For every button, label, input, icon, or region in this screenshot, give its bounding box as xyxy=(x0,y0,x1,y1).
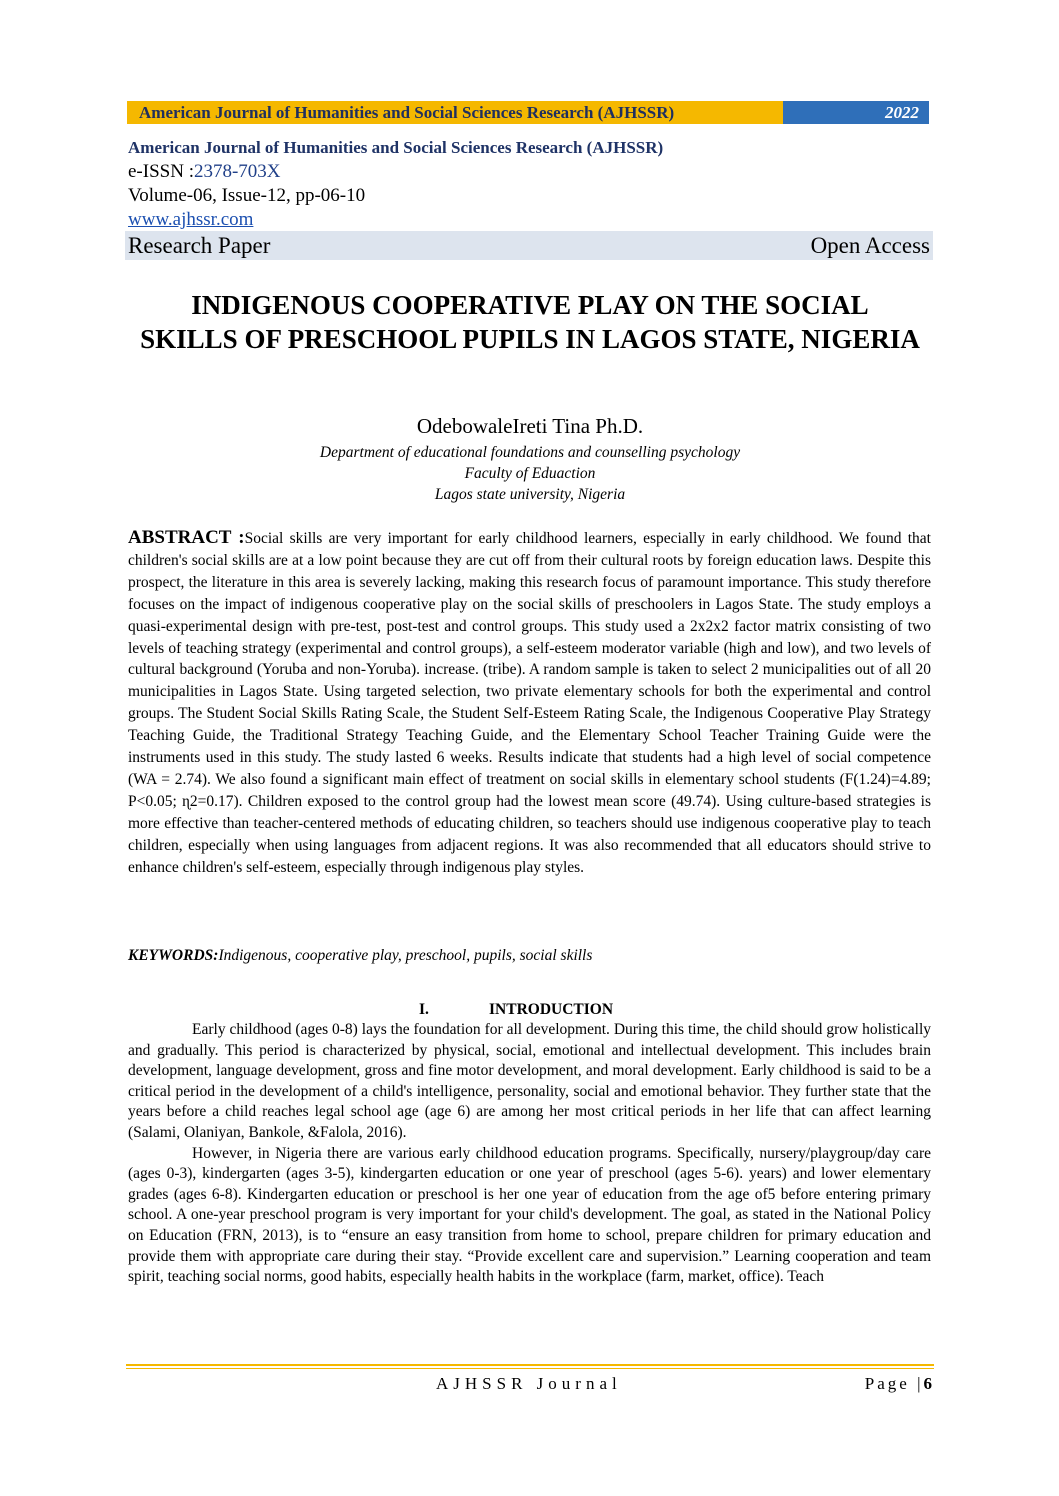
footer-journal: AJHSSR Journal xyxy=(436,1374,622,1393)
footer-rule-thin xyxy=(126,1368,934,1369)
abstract-text: Social skills are very important for early childhood learners, especially in early childhood. We found that children's social skills are at a low point because they are cut off from their cultural roots by foreign education laws. Despite this prospect, the literature in this area is severely lacking, making this research focus of paramount importance. This study therefore focuses on the impact of indigenous cooperative play on the social skills of preschoolers in Lagos State. The study employs a quasi-experimental design with pre-test, post-test and control groups. This study used a 2x2x2 factor matrix consisting of two levels of teaching strategy (experimental and control groups), a self-esteem moderator variable (high and low), and two levels of cultural background (Yoruba and non-Yoruba). increase. (tribe). A random sample is taken to select 2 municipalities out of all 20 municipalities in Lagos State. Using targeted selection, two private elementary schools for both the experimental and control groups. The Student Social Skills Rating Scale, the Student Self-Esteem Rating Scale, the Indigenous Cooperative Play Strategy Teaching Guide, the Traditional Strategy Teaching Guide, and the Elementary School Teacher Training Guide were the instruments used in this study. The study lasted 6 weeks. Results indicate that students had a high level of social competence (WA = 2.74). We also found a significant main effect of treatment on social skills in elementary school students (F(1.24)=4.89; P<0.05; ɳ2=0.17). Children exposed to the control group had the lowest mean score (49.74). Using culture-based strategies is more effective than teacher-centered methods of educating children, so teachers should use indigenous cooperative play to teach children, especially when using languages from adjacent regions. It was also recommended that all educators should strive to enhance children's self-esteem, especially through indigenous play styles. xyxy=(128,530,931,876)
abstract-label: ABSTRACT : xyxy=(128,527,245,548)
issn-value: 2378-703X xyxy=(193,161,281,182)
introduction-body xyxy=(128,1020,931,1288)
banner-year: 2022 xyxy=(783,101,929,124)
section-title: INTRODUCTION xyxy=(489,1001,614,1018)
keywords xyxy=(128,945,931,967)
issn-line xyxy=(128,160,932,184)
affiliation-university: Lagos state university, Nigeria xyxy=(434,486,626,503)
journal-meta xyxy=(128,136,932,232)
abstract xyxy=(128,527,931,879)
issn-label: e-ISSN : xyxy=(128,161,194,182)
author-affiliation xyxy=(128,442,932,505)
page-label: Page | xyxy=(864,1374,924,1393)
section-number: I. xyxy=(419,1001,429,1018)
intro-paragraph-2: However, in Nigeria there are various early childhood education programs. Specifically, nursery/playgroup/day care (ages 0-3), kindergarten (ages 3-5), kindergarten education or one year of preschool (ages 5-6). years) and lower elementary grades (ages 6-8). Kindergarten education or preschool is her one year of education from the age of5 before entering primary school. A one-year preschool program is very important for your child's development. The goal, as stated in the National Policy on Education (FRN, 2013), is to “ensure an easy transition from home to school, prepare children for primary education and provide them with appropriate care during their stay. “Provide excellent care and supervision.” Learning cooperation and team spirit, teaching social norms, good habits, especially health habits in the workplace (farm, market, office). Teach xyxy=(128,1144,931,1286)
volume-line: Volume-06, Issue-12, pp-06-10 xyxy=(128,185,366,206)
journal-header-banner xyxy=(127,101,929,124)
footer-page xyxy=(865,1372,932,1396)
affiliation-faculty: Faculty of Eduaction xyxy=(464,465,596,482)
paper-title: INDIGENOUS COOPERATIVE PLAY ON THE SOCIAL SKILLS OF PRESCHOOL PUPILS IN LAGOS STATE, NIGERIA xyxy=(140,290,920,354)
keywords-label: KEYWORDS: xyxy=(128,947,219,964)
paper-type-bar xyxy=(125,231,933,260)
banner-journal-name: American Journal of Humanities and Social Sciences Research (AJHSSR) xyxy=(127,101,783,124)
keywords-text: Indigenous, cooperative play, preschool, pupils, social skills xyxy=(218,947,593,964)
intro-paragraph-1: Early childhood (ages 0-8) lays the foundation for all development. During this time, the child should grow holistically and gradually. This period is characterized by physical, social, emotional and intellectual development. This includes brain development, language development, gross and fine motor development, and moral development. Early childhood is said to be a critical period in the development of a child's intelligence, personality, social and emotional behavior. They further state that the years before a child reaches legal school age (age 6) are among her most critical periods in her life that can affect learning (Salami, Olaniyan, Bankole, &Falola, 2016). xyxy=(128,1021,931,1141)
open-access-label: Open Access xyxy=(810,232,930,258)
page-number: 6 xyxy=(923,1374,932,1393)
paper-type: Research Paper xyxy=(128,232,271,258)
website-link[interactable]: www.ajhssr.com xyxy=(128,209,254,230)
author-name: OdebowaleIreti Tina Ph.D. xyxy=(416,414,644,438)
journal-title: American Journal of Humanities and Social Sciences Research (AJHSSR) xyxy=(128,138,664,157)
affiliation-department: Department of educational foundations and counselling psychology xyxy=(319,444,741,461)
footer-rule xyxy=(126,1364,934,1366)
